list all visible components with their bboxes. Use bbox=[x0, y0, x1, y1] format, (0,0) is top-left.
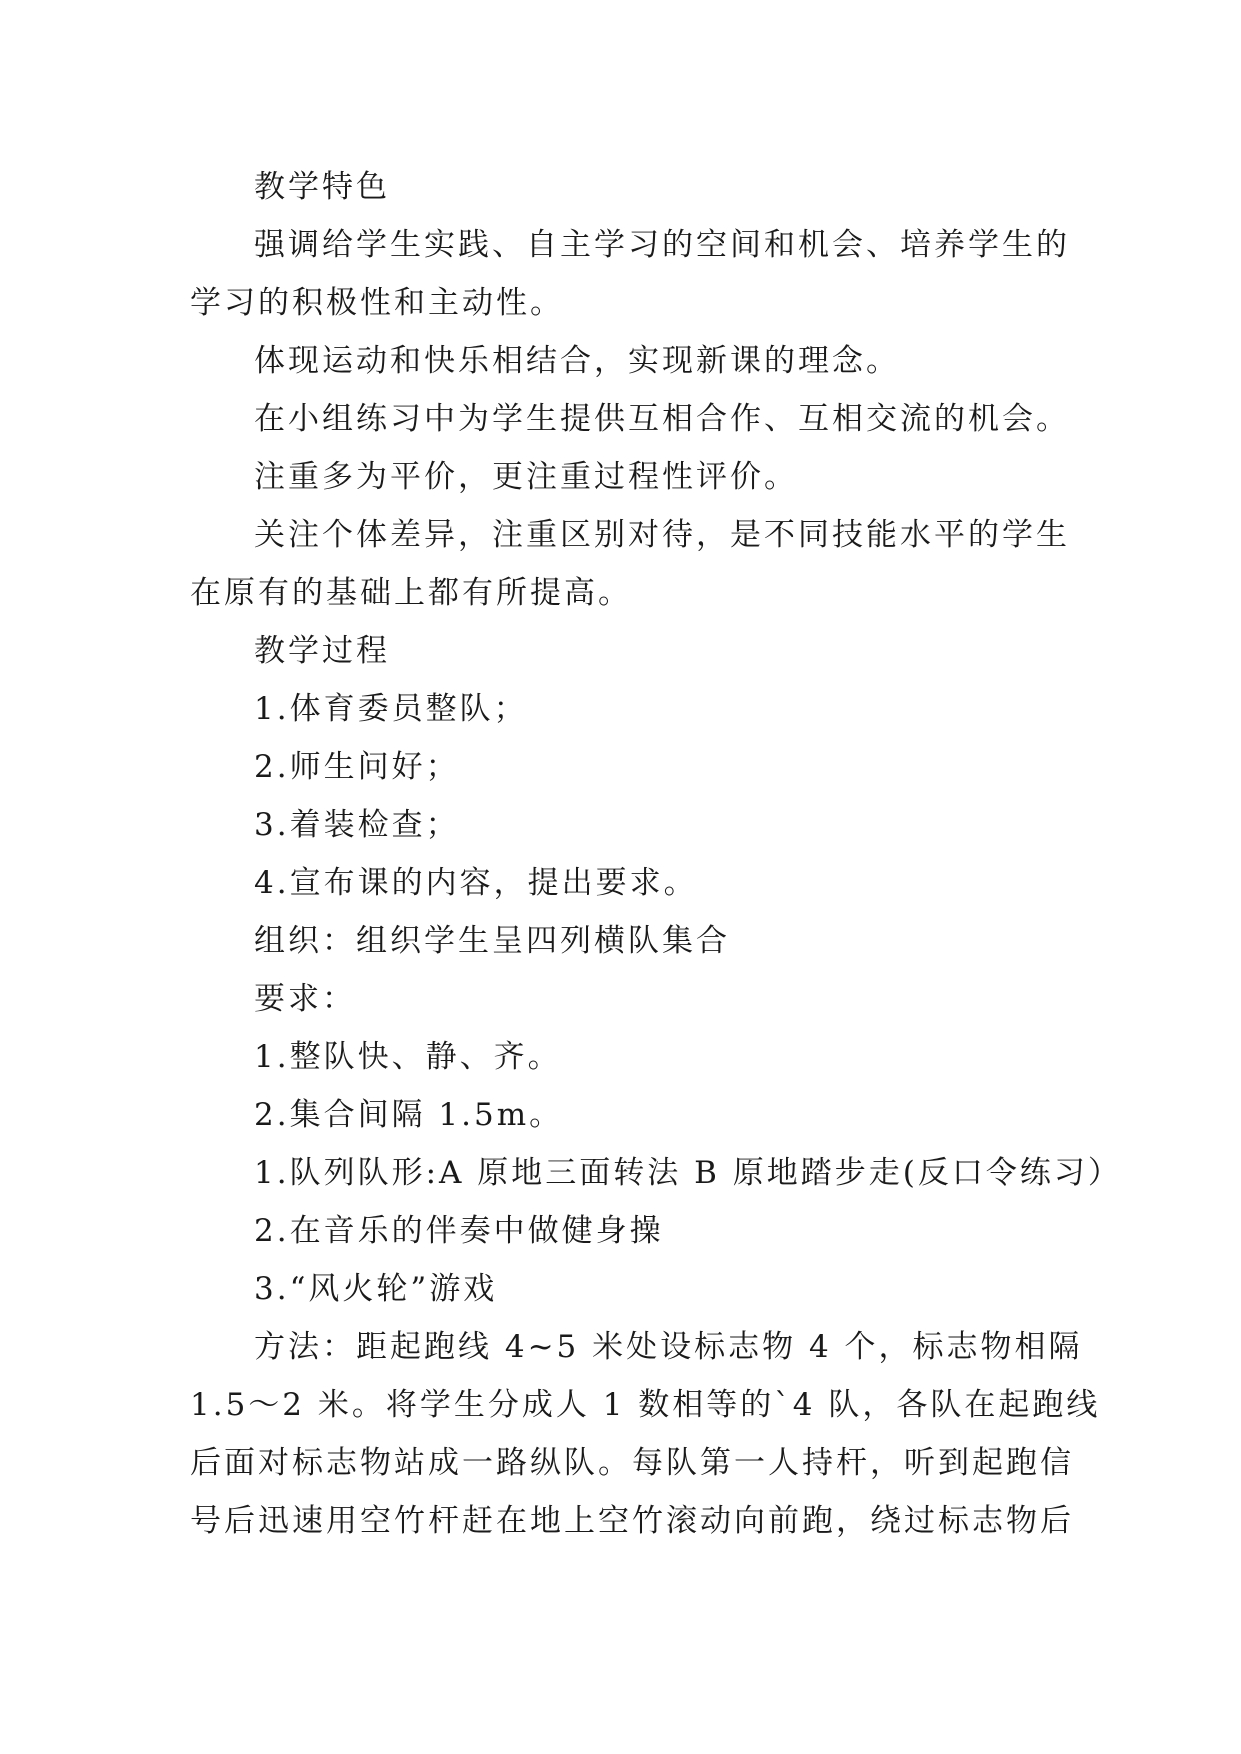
paragraph-line: 要求： bbox=[254, 981, 356, 1017]
section-heading-teaching-process: 教学过程 bbox=[254, 633, 390, 669]
list-item: 1.整队快、静、齐。 bbox=[254, 1039, 562, 1075]
list-item: 3.着装检查； bbox=[254, 807, 460, 843]
paragraph-line: 注重多为平价，更注重过程性评价。 bbox=[254, 459, 798, 495]
document-body bbox=[190, 158, 1122, 1550]
list-item: 3.“风火轮”游戏 bbox=[254, 1271, 498, 1307]
paragraph-line: 学习的积极性和主动性。 bbox=[190, 285, 564, 321]
paragraph-line: 组织：组织学生呈四列横队集合 bbox=[254, 923, 730, 959]
list-item: 2.在音乐的伴奏中做健身操 bbox=[254, 1213, 664, 1249]
paragraph-line: 体现运动和快乐相结合，实现新课的理念。 bbox=[254, 343, 900, 379]
paragraph-line: 在原有的基础上都有所提高。 bbox=[190, 575, 632, 611]
list-item: 2.师生问好； bbox=[254, 749, 460, 785]
list-item: 1.队列队形:A 原地三面转法 B 原地踏步走(反口令练习） bbox=[254, 1155, 1122, 1191]
paragraph-line: 关注个体差异，注重区别对待，是不同技能水平的学生 bbox=[254, 517, 1070, 553]
section-heading-teaching-features: 教学特色 bbox=[254, 169, 390, 205]
list-item: 4.宣布课的内容，提出要求。 bbox=[254, 865, 698, 901]
paragraph-line: 方法：距起跑线 4~5 米处设标志物 4 个，标志物相隔 bbox=[254, 1329, 1083, 1365]
paragraph-line: 后面对标志物站成一路纵队。每队第一人持杆，听到起跑信 bbox=[190, 1445, 1074, 1481]
list-item: 2.集合间隔 1.5m。 bbox=[254, 1097, 564, 1133]
paragraph-line: 1.5～2 米。将学生分成人 1 数相等的`4 队，各队在起跑线 bbox=[190, 1387, 1101, 1423]
paragraph-line: 号后迅速用空竹杆赶在地上空竹滚动向前跑，绕过标志物后 bbox=[190, 1503, 1074, 1539]
paragraph-line: 强调给学生实践、自主学习的空间和机会、培养学生的 bbox=[254, 227, 1070, 263]
paragraph-line: 在小组练习中为学生提供互相合作、互相交流的机会。 bbox=[254, 401, 1070, 437]
list-item: 1.体育委员整队； bbox=[254, 691, 528, 727]
